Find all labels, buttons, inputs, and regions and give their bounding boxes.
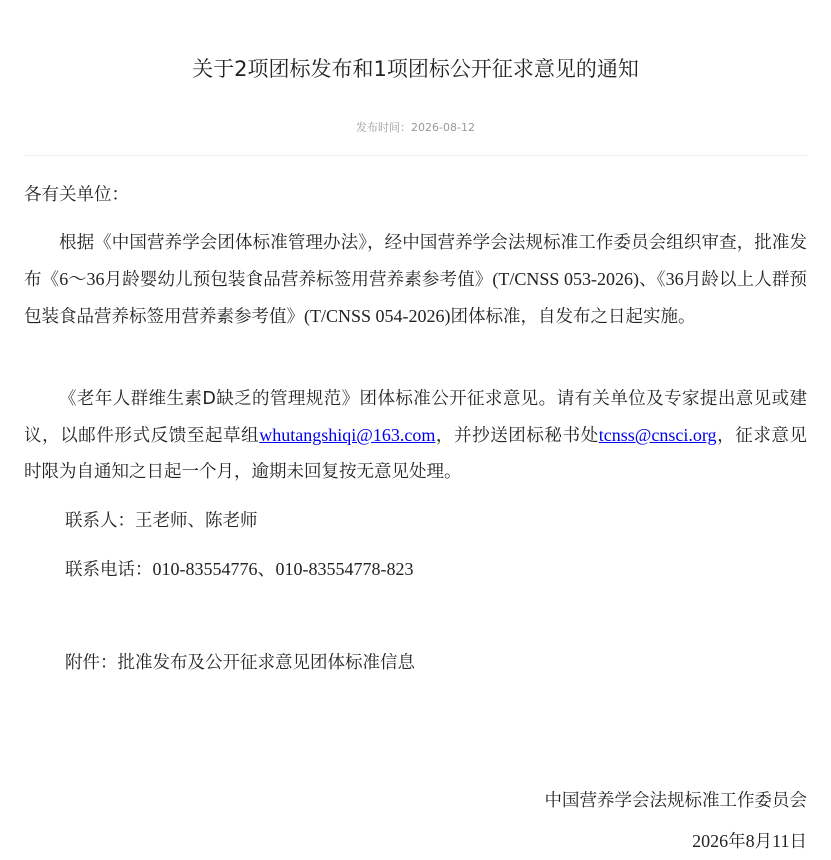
date-month-char: 月 xyxy=(754,832,773,852)
contact-phone-label: 联系电话： xyxy=(65,560,153,580)
p2-text-b: ，并抄送团标秘书处 xyxy=(435,426,599,446)
contact-person-value: 王老师、陈老师 xyxy=(135,511,258,531)
drafting-group-email-link[interactable]: whutangshiqi@163.com xyxy=(259,425,436,445)
date-month: 8 xyxy=(745,831,755,851)
p1-text-a: 根据《中国营养学会团体标准管理办法》，经中国营养学会法规标准工作委员会组织审查，批准发布《 xyxy=(24,233,807,290)
secretariat-email-link[interactable]: tcnss@cnsci.org xyxy=(598,425,717,445)
standard-code-053: (T/CNSS 053-2026) xyxy=(492,269,640,289)
page-title: 关于2项团标发布和1项团标公开征求意见的通知 xyxy=(192,57,639,81)
standard-code-054: (T/CNSS 054-2026) xyxy=(304,306,451,326)
paragraph-consultation xyxy=(24,381,807,490)
date-year: 2026 xyxy=(692,831,729,851)
contact-phone xyxy=(65,551,807,588)
p2-text-a: 《老年人群维生素D缺乏的管理规范》团体标准公开征求意见。请有关单位及专家提出意见或建议，以邮件形式反馈至起草组 xyxy=(24,389,807,446)
p1-number-a: 6～36 xyxy=(59,269,105,289)
signature-date xyxy=(692,823,807,860)
notice-page xyxy=(24,0,807,854)
salutation: 各有关单位： xyxy=(24,185,129,205)
paragraph-approval xyxy=(24,225,807,335)
contact-phone-value: 010-83554776、010-83554778-823 xyxy=(152,559,414,579)
date-year-char: 年 xyxy=(728,832,746,852)
p1-text-b: 月龄婴幼儿预包装食品营养标签用营养素参考值》 xyxy=(104,270,493,290)
p1-number-b: 36 xyxy=(665,269,684,289)
p2-text-c: ，征求意见时限为自通知之日起一个月，逾期未回复按无意见处理。 xyxy=(24,426,808,482)
p1-text-c: 、《 xyxy=(639,270,666,290)
contact-person-label: 联系人： xyxy=(65,511,135,531)
p1-text-e: 团体标准，自发布之日起实施。 xyxy=(450,307,696,327)
signature-organization: 中国营养学会法规标准工作委员会 xyxy=(544,791,807,811)
publish-label: 发布时间： xyxy=(356,121,412,134)
contact-person xyxy=(65,503,807,539)
attachment-link[interactable]: 批准发布及公开征求意见团体标准信息 xyxy=(117,653,415,673)
date-day: 11 xyxy=(772,831,790,851)
attachment-label: 附件： xyxy=(65,653,118,673)
title-divider xyxy=(24,155,807,156)
publish-info xyxy=(24,121,807,135)
attachment xyxy=(65,645,807,681)
p1-text-d: 月龄以上人群预包装食品营养标签用营养素参考值》 xyxy=(24,270,808,327)
publish-date: 2026-08-12 xyxy=(411,121,475,134)
date-day-char: 日 xyxy=(789,832,807,852)
